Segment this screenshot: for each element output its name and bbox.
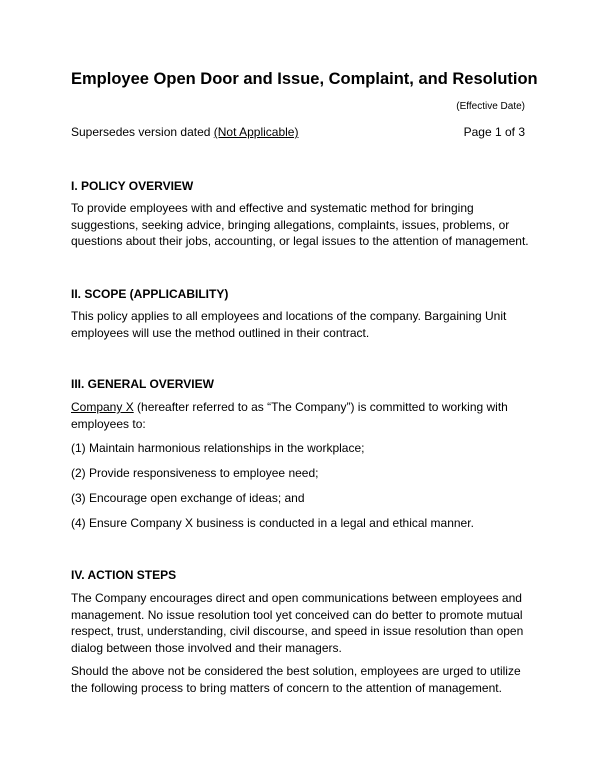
supersedes-line (71, 125, 298, 139)
section-heading-action-steps: IV. ACTION STEPS (71, 568, 177, 582)
page-indicator: Page 1 of 3 (463, 125, 525, 139)
supersedes-value: (Not Applicable) (213, 125, 299, 139)
section-body-scope: This policy applies to all employees and locations of the company. Bargaining Unit employees will use the method outlined in their contract. (71, 309, 507, 340)
section-heading-scope: II. SCOPE (APPLICABILITY) (71, 287, 229, 301)
company-name: Company X (71, 400, 134, 414)
list-item: (1) Maintain harmonious relationships in the workplace; (71, 441, 365, 455)
list-item: (3) Encourage open exchange of ideas; and (71, 491, 305, 505)
section-heading-policy-overview: I. POLICY OVERVIEW (71, 179, 194, 193)
section-heading-general-overview: III. GENERAL OVERVIEW (71, 377, 214, 391)
section-body-action-steps-1: The Company encourages direct and open communications between employees and management. No issue resolution tool yet conceived can do better to promote mutual respect, trust, understanding, civil discourse, and speed in issue resolution than open dialog between those involved and their managers. (71, 591, 524, 655)
supersedes-label: Supersedes version dated (71, 125, 214, 139)
list-item: (4) Ensure Company X business is conducted in a legal and ethical manner. (71, 516, 474, 530)
effective-date: (Effective Date) (456, 101, 525, 112)
list-item: (2) Provide responsiveness to employee need; (71, 466, 319, 480)
section-body-policy-overview: To provide employees with and effective and systematic method for bringing suggestions, seeking advice, bringing allegations, complaints, issues, problems, or questions about their jobs, accounting, or legal issues to the attention of management. (71, 201, 529, 248)
document-title: Employee Open Door and Issue, Complaint, and Resolution (71, 70, 538, 88)
section-body-action-steps-2: Should the above not be considered the best solution, employees are urged to utilize the following process to bring matters of concern to the attention of management. (71, 664, 521, 695)
section-intro-general-overview (71, 399, 531, 432)
intro-text: (hereafter referred to as “The Company”) is committed to working with employees to: (71, 400, 508, 431)
